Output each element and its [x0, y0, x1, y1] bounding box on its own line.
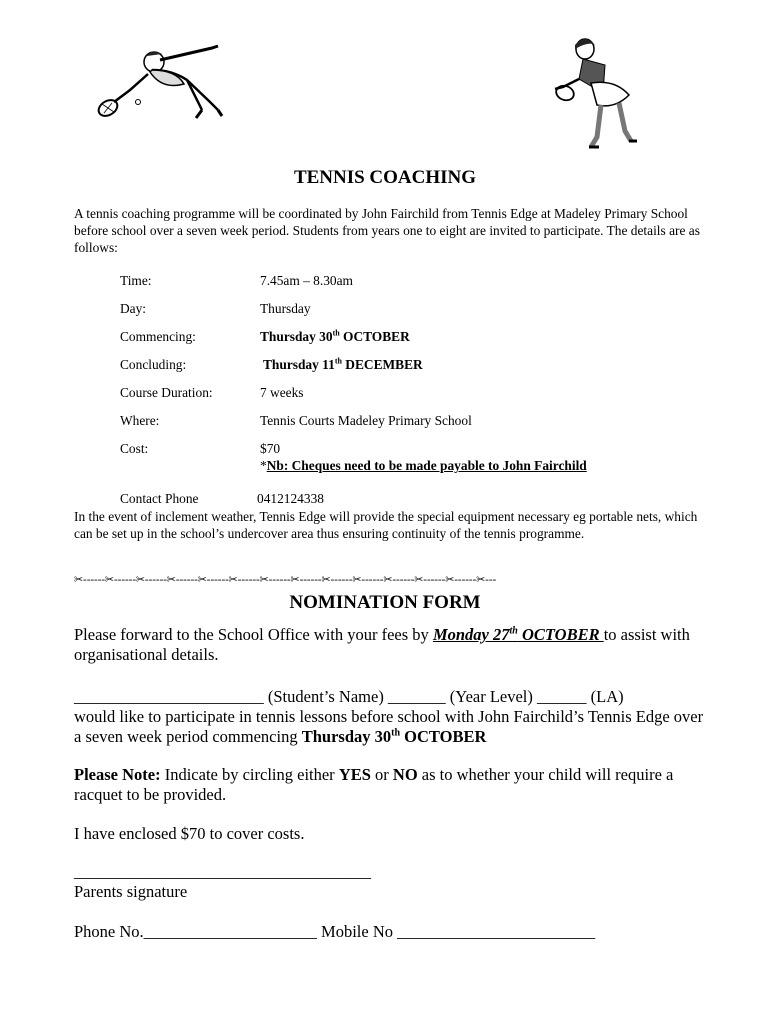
- signature-line: ____________________________________: [74, 862, 371, 881]
- note-label: Please Note:: [74, 765, 161, 784]
- month-text: OCTOBER: [339, 329, 410, 344]
- enclosed-statement: I have enclosed $70 to cover costs.: [74, 824, 305, 843]
- month-text: DECEMBER: [341, 357, 423, 372]
- detail-value: [263, 356, 423, 373]
- phone-mobile-line: Phone No._____________________ Mobile No ________________________: [74, 922, 596, 941]
- signature-label: Parents signature: [74, 882, 188, 901]
- detail-label: Contact Phone: [120, 491, 199, 506]
- date-suffix: th: [334, 356, 342, 366]
- note-asterisk: *: [260, 458, 267, 473]
- detail-label: Time:: [120, 273, 152, 288]
- female-tennis-player-illustration: [545, 35, 645, 150]
- scissors-cut-line: ✂------✂------✂------✂------✂------✂------✂------✂------✂------✂------✂------✂------✂------✂---: [74, 573, 497, 586]
- forward-text: Please forward to the School Office with your fees by: [74, 625, 433, 644]
- detail-value: Thursday: [260, 301, 311, 316]
- note-text: Nb: Cheques need to be made payable to John Fairchild: [266, 458, 587, 473]
- start-date: [302, 727, 487, 746]
- start-date-suffix: th: [391, 727, 401, 739]
- detail-label: Concluding:: [120, 357, 187, 372]
- forward-text-end: to assist with organisational details.: [74, 625, 690, 664]
- or-text: or: [370, 765, 393, 784]
- yes-option: YES: [338, 765, 371, 784]
- cheque-note-text: [260, 457, 587, 474]
- detail-value: 0412124338: [257, 491, 324, 506]
- detail-value: $70: [260, 441, 281, 456]
- deadline-suffix: th: [509, 625, 518, 637]
- detail-label: Where:: [120, 413, 160, 428]
- date-text: Thursday 11: [263, 357, 335, 372]
- detail-label: Cost:: [120, 441, 149, 456]
- page-title: TENNIS COACHING: [293, 167, 477, 188]
- detail-label: Day:: [120, 301, 147, 316]
- participation-statement: would like to participate in tennis lessons before school with John Fairchild’s Tennis Edge over a seven week period commencing: [74, 707, 704, 746]
- forward-instructions: [74, 625, 704, 665]
- racquet-note: [74, 765, 704, 805]
- deadline-date: [433, 625, 604, 644]
- student-name-line: _______________________ (Student’s Name) _______ (Year Level) ______ (LA): [74, 687, 624, 706]
- detail-value: [260, 328, 410, 345]
- deadline-month: OCTOBER: [517, 625, 604, 644]
- detail-value: 7.45am – 8.30am: [260, 273, 353, 288]
- male-tennis-player-illustration: [92, 40, 227, 125]
- date-suffix: th: [332, 328, 340, 338]
- nomination-form-title: NOMINATION FORM: [289, 592, 481, 613]
- detail-label: Commencing:: [120, 329, 196, 344]
- detail-value: 7 weeks: [260, 385, 304, 400]
- note-text: Indicate by circling either: [160, 765, 339, 784]
- participation-text: [74, 707, 704, 747]
- date-text: Thursday 30: [260, 329, 333, 344]
- start-month: OCTOBER: [400, 727, 487, 746]
- start-date-text: Thursday 30: [301, 727, 392, 746]
- detail-value: Tennis Courts Madeley Primary School: [260, 413, 472, 428]
- no-option: NO: [392, 765, 418, 784]
- note-text-end: as to whether your child will require a racquet to be provided.: [74, 765, 674, 804]
- weather-paragraph: In the event of inclement weather, Tennis Edge will provide the special equipment necessary eg portable nets, which can be set up in the school’s undercover area thus ensuring continuity of the tennis programme.: [74, 509, 698, 541]
- intro-paragraph: A tennis coaching programme will be coordinated by John Fairchild from Tennis Edge at Madeley Primary School before school over a seven week period. Students from years one to eight are invited to participate. The details are as follows:: [74, 206, 700, 255]
- deadline-text: Monday 27: [432, 625, 510, 644]
- detail-label: Course Duration:: [120, 385, 213, 400]
